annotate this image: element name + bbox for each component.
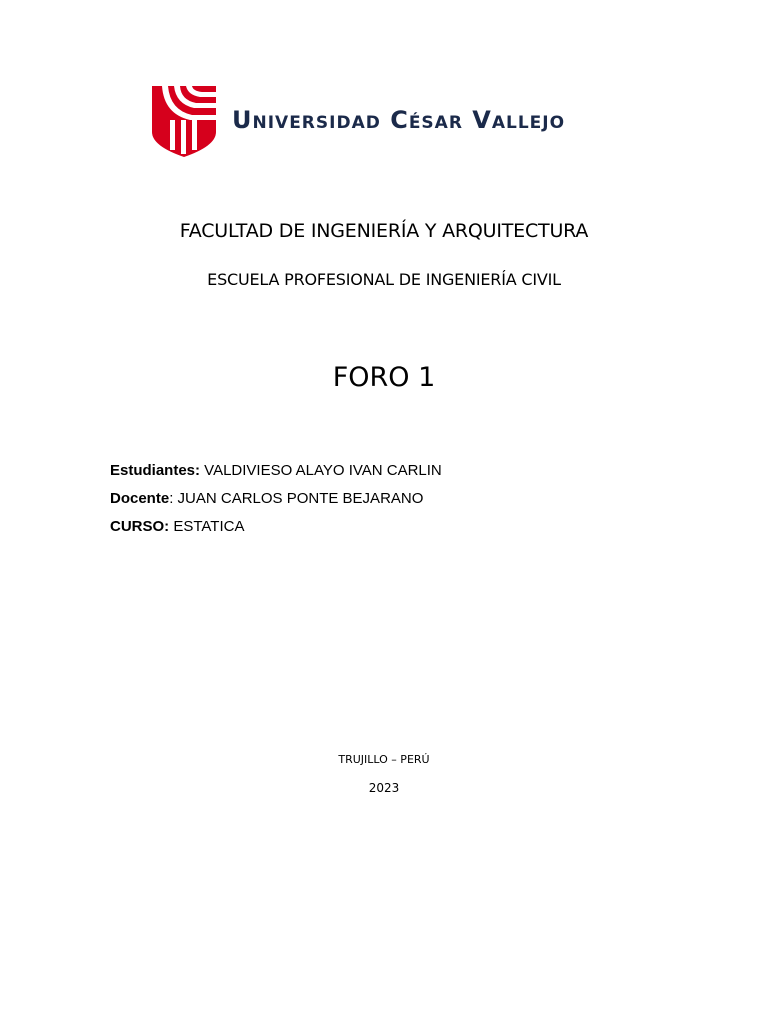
shield-icon <box>150 84 218 158</box>
university-name: Universidad César Vallejo <box>232 106 566 134</box>
school-heading: ESCUELA PROFESIONAL DE INGENIERÍA CIVIL <box>207 270 561 289</box>
university-logo <box>150 84 620 160</box>
course-value: ESTATICA <box>169 518 245 535</box>
course-row <box>110 518 244 535</box>
students-value: VALDIVIESO ALAYO IVAN CARLIN <box>200 462 442 479</box>
year-text: 2023 <box>368 781 400 795</box>
document-title: FORO 1 <box>332 362 436 393</box>
faculty-heading: FACULTAD DE INGENIERÍA Y ARQUITECTURA <box>179 220 589 242</box>
students-row <box>110 462 442 479</box>
teacher-value: : JUAN CARLOS PONTE BEJARANO <box>169 490 424 507</box>
course-label: CURSO: <box>110 518 170 535</box>
teacher-row <box>110 490 423 507</box>
place-text: TRUJILLO – PERÚ <box>338 753 430 766</box>
students-label: Estudiantes: <box>110 462 201 479</box>
teacher-label: Docente <box>110 490 170 507</box>
